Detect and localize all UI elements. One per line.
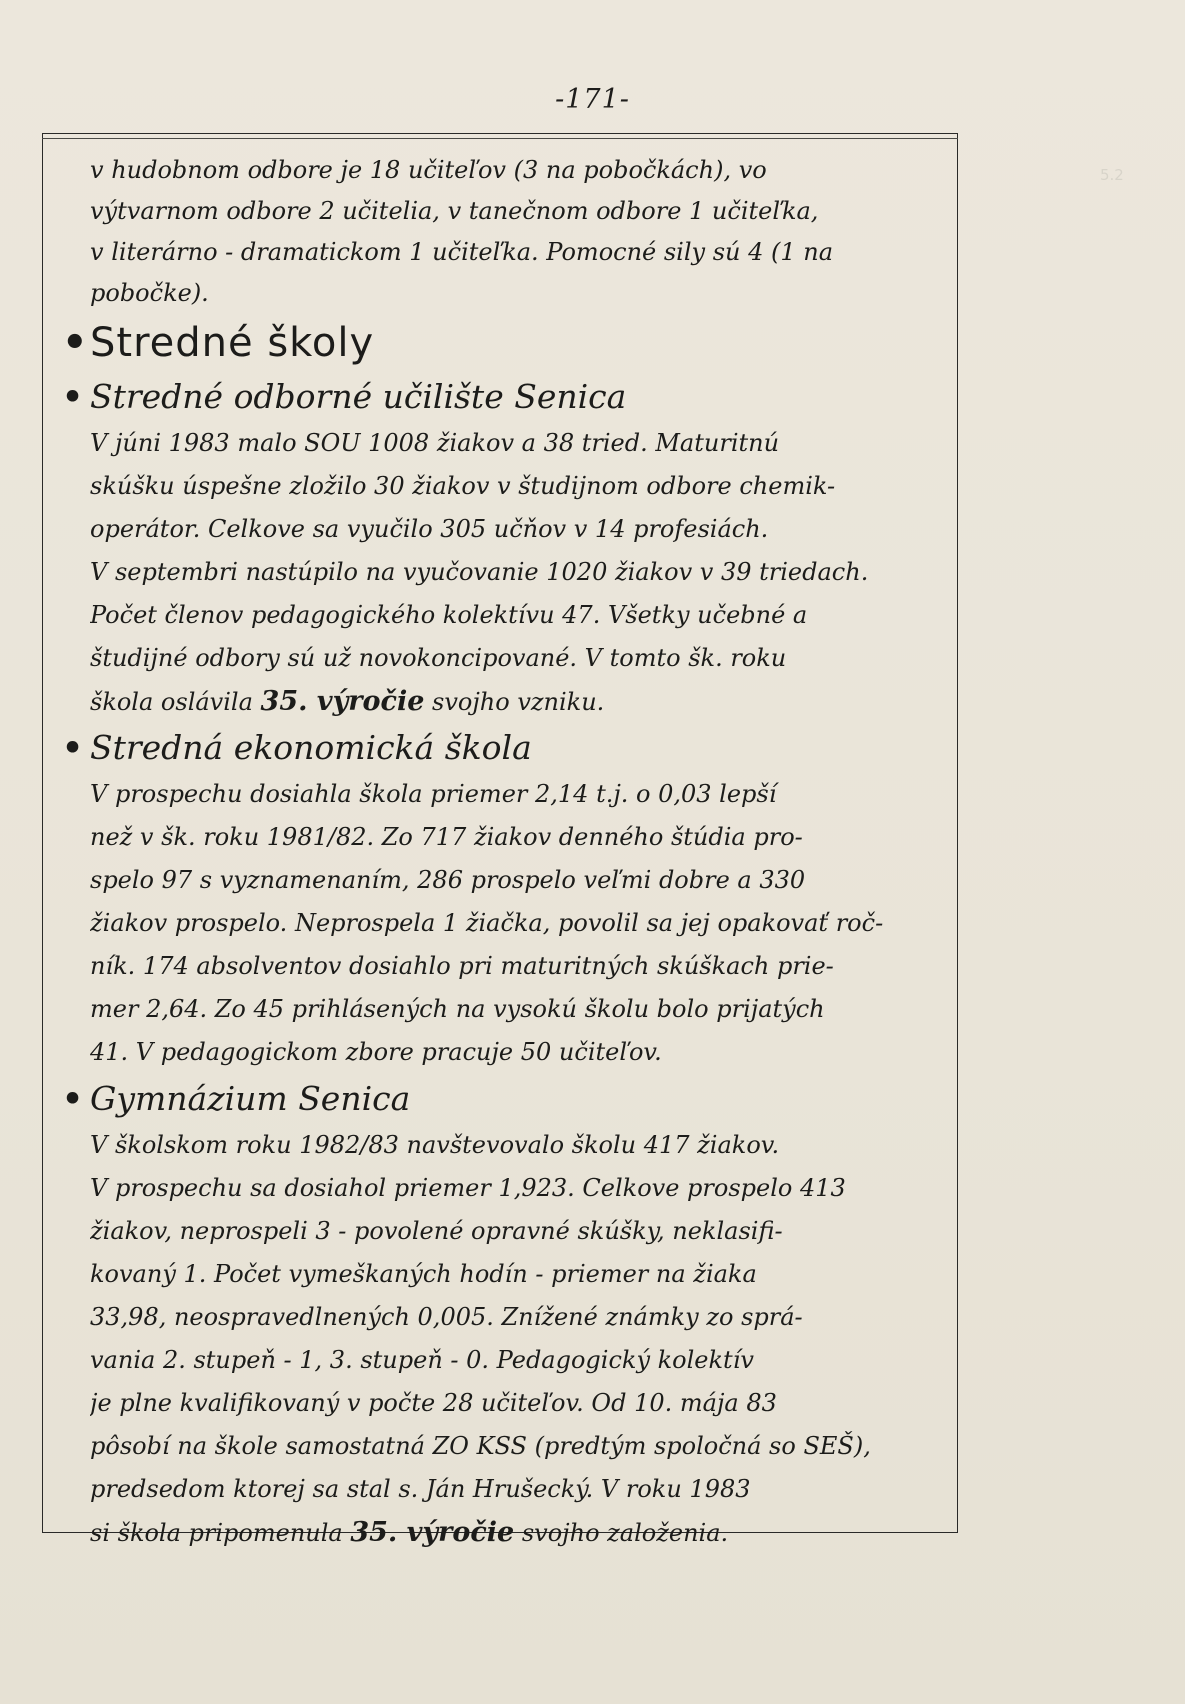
bullet-icon: • [62,1079,84,1118]
text-line: žiakov prospelo. Neprospela 1 žiačka, povolil sa jej opakovať roč- [90,909,884,937]
bleed-line: 5.2 [1100,166,1124,184]
section-title-text: Gymnázium Senica [90,1079,411,1118]
text-line: skúšku úspešne zložilo 30 žiakov v študijnom odbore chemik- [90,472,836,500]
closing-after: svojho vzniku. [424,688,605,716]
text-line: operátor. Celkove sa vyučilo 305 učňov v 14 profesiách. [90,515,769,543]
text-line: pôsobí na škole samostatná ZO KSS (predtým spoločná so SEŠ), [90,1432,871,1460]
text-line: V septembri nastúpilo na vyučovanie 1020 žiakov v 39 triedach. [90,558,869,586]
frame-top-rule [42,138,958,139]
section-title [62,372,950,422]
text-line: v literárno - dramatickom 1 učiteľka. Pomocné sily sú 4 (1 na [90,238,834,266]
section-ekonomicka-skola [62,723,950,1074]
text-line: predsedom ktorej sa stal s. Ján Hrušecký. V roku 1983 [90,1475,751,1503]
bullet-icon: • [62,728,84,767]
page-number: -171- [555,84,630,115]
section-title-text: Stredné odborné učilište Senica [90,377,627,416]
closing-before: škola oslávila [90,688,261,716]
text-line: než v šk. roku 1981/82. Zo 717 žiakov denného štúdia pro- [90,823,803,851]
closing-before: si škola pripomenula [90,1519,351,1547]
section-title [62,1074,950,1124]
text-line: mer 2,64. Zo 45 prihlásených na vysokú školu bolo prijatých [90,995,825,1023]
text-line: V školskom roku 1982/83 navštevovalo školu 417 žiakov. [90,1131,780,1159]
handwritten-content [62,150,950,1554]
text-line: v hudobnom odbore je 18 učiteľov (3 na pobočkách), vo [90,156,767,184]
intro-paragraph [90,150,950,314]
anniversary-highlight: 35. výročie [260,686,425,717]
main-heading-text: Stredné školy [90,320,375,366]
bleed-through-text [1100,160,1180,620]
text-line: pobočke). [90,279,209,307]
text-line: vania 2. stupeň - 1, 3. stupeň - 0. Pedagogický kolektív [90,1346,754,1374]
text-line: V júni 1983 malo SOU 1008 žiakov a 38 tried. Maturitnú [90,429,780,457]
text-line: žiakov, neprospeli 3 - povolené opravné skúšky, neklasifi- [90,1217,783,1245]
text-line-closing [90,680,950,723]
text-line: študijné odbory sú už novokoncipované. V tomto šk. roku [90,644,787,672]
text-line: ník. 174 absolventov dosiahlo pri maturitných skúškach prie- [90,952,834,980]
text-line: je plne kvalifikovaný v počte 28 učiteľov. Od 10. mája 83 [90,1389,777,1417]
section-title [62,723,950,773]
section-gymnazium-senica [62,1074,950,1554]
text-line: spelo 97 s vyznamenaním, 286 prospelo veľmi dobre a 330 [90,866,806,894]
anniversary-highlight: 35. výročie [350,1517,515,1548]
text-line: V prospechu sa dosiahol priemer 1,923. Celkove prospelo 413 [90,1174,846,1202]
text-line: Počet členov pedagogického kolektívu 47. Všetky učebné a [90,601,808,629]
section-title-text: Stredná ekonomická škola [90,728,532,767]
text-line: 41. V pedagogickom zbore pracuje 50 učiteľov. [90,1038,662,1066]
bullet-icon: • [62,320,89,366]
text-line: V prospechu dosiahla škola priemer 2,14 t.j. o 0,03 lepší [90,780,777,808]
text-line: 33,98, neospravedlnených 0,005. Znížené známky zo sprá- [90,1303,803,1331]
text-line: výtvarnom odbore 2 učitelia, v tanečnom odbore 1 učiteľka, [90,197,819,225]
text-line-closing [90,1511,950,1554]
main-heading [62,314,950,372]
text-line: kovaný 1. Počet vymeškaných hodín - priemer na žiaka [90,1260,757,1288]
closing-after: svojho založenia. [514,1519,729,1547]
section-sou-senica [62,372,950,723]
bullet-icon: • [62,377,84,416]
